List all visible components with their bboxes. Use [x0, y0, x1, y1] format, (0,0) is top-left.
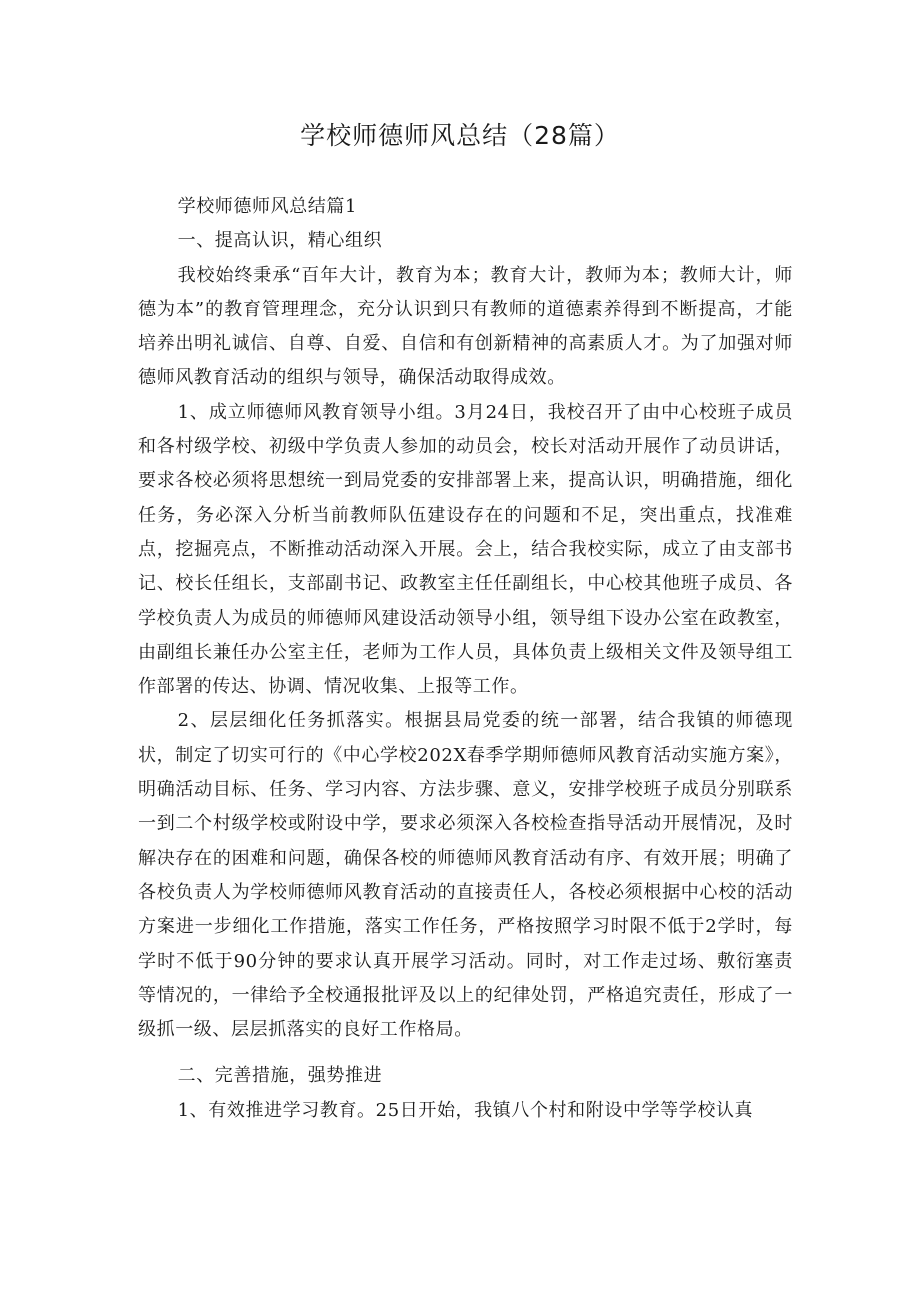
- section-heading: 学校师德师风总结篇1: [177, 196, 358, 217]
- document-title: 学校师德师风总结（28篇）: [300, 121, 620, 150]
- body-paragraph: 1、成立师德师风教育领导小组。3月24日，我校召开了由中心校班子成员和各村级学校、初级中学负责人参加的动员会，校长对活动开展作了动员讲话，要求各校必须将思想统一到局党委的安排部署上来，提高认识，明确措施，细化任务，务必深入分析当前教师队伍建设存在的问题和不足，突出重点，找准难点，挖掘亮点，不断推动活动深入开展。会上，结合我校实际，成立了由支部书记、校长任组长，支部副书记、政教室主任任副组长，中心校其他班子成员、各学校负责人为成员的师德师风建设活动领导小组，领导组下设办公室在政教室，由副组长兼任办公室主任，老师为工作人员，具体负责上级相关文件及领导组工作部署的传达、协调、情况收集、上报等工作。: [138, 401, 793, 698]
- body-paragraph: 2、层层细化任务抓落实。根据县局党委的统一部署，结合我镇的师德现状，制定了切实可行的《中心学校202X春季学期师德师风教育活动实施方案》，明确活动目标、任务、学习内容、方法步骤、意义，安排学校班子成员分别联系一到二个村级学校或附设中学，要求必须深入各校检查指导活动开展情况，及时解决存在的困难和问题，确保各校的师德师风教育活动有序、有效开展；明确了各校负责人为学校师德师风教育活动的直接责任人，各校必须根据中心校的活动方案进一步细化工作措施，落实工作任务，严格按照学习时限不低于2学时，每学时不低于90分钟的要求认真开展学习活动。同时，对工作走过场、敷衍塞责等情况的，一律给予全校通报批评及以上的纪律处罚，严格追究责任，形成了一级抓一级、层层抓落实的良好工作格局。: [138, 710, 793, 1041]
- subsection-heading: 一、提高认识，精心组织: [177, 230, 383, 252]
- document-body: [138, 190, 793, 1128]
- body-paragraph: 我校始终秉承“百年大计，教育为本；教育大计，教师为本；教师大计，师德为本”的教育管理理念，充分认识到只有教师的道德素养得到不断提高，才能培养出明礼诚信、自尊、自爱、自信和有创新精神的高素质人才。为了加强对师德师风教育活动的组织与领导，确保活动取得成效。: [138, 264, 793, 389]
- subsection-heading: 二、完善措施，强势推进: [177, 1065, 383, 1087]
- body-paragraph: 1、有效推进学习教育。25日开始，我镇八个村和附设中学等学校认真: [177, 1099, 754, 1121]
